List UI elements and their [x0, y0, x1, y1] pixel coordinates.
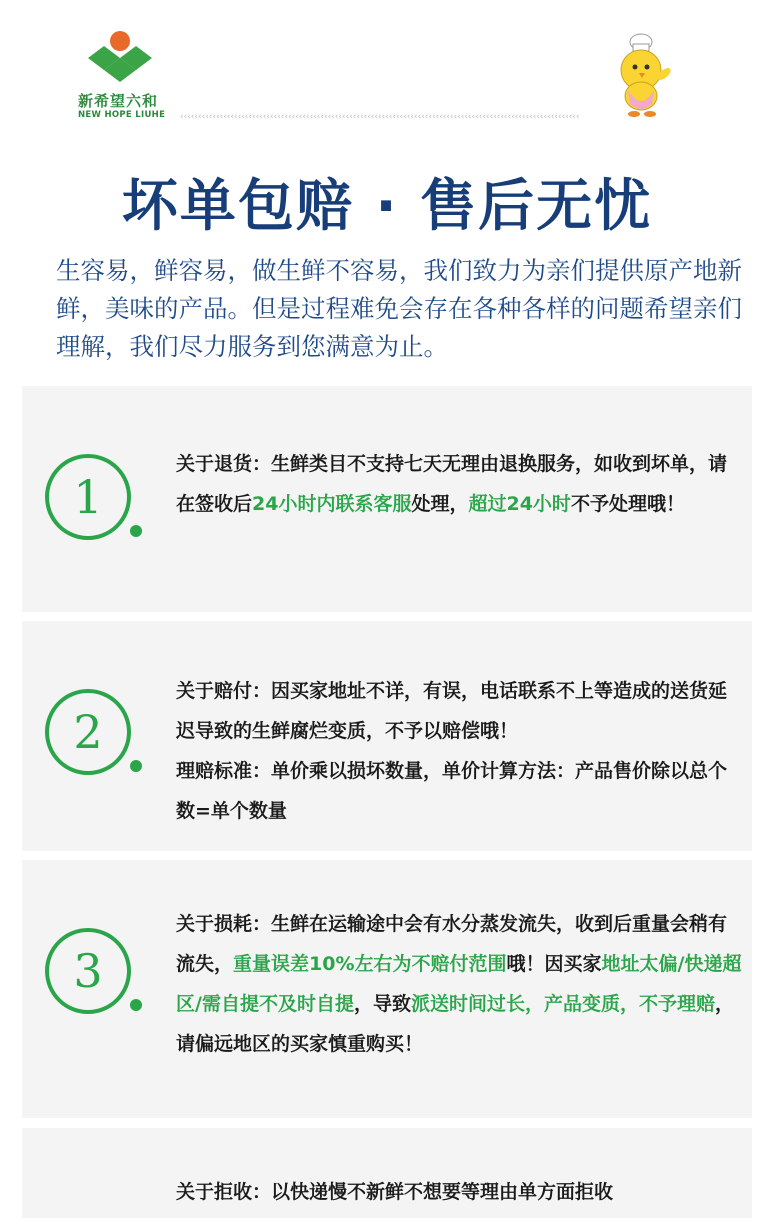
highlight-text: 24小时内联系客服 — [252, 493, 412, 515]
section-number: 2 — [73, 705, 103, 759]
policy-text: 关于拒收：以快递慢不新鲜不想要等理由单方面拒收 — [176, 1181, 614, 1203]
highlight-text: 派送时间过长，产品变质，不予理赔 — [410, 993, 715, 1015]
brand-name-en: NEW HOPE LIUHE — [78, 110, 166, 120]
policy-card-loss — [22, 860, 752, 1118]
page-title: 坏单包赔 · 售后无忧 — [121, 174, 653, 239]
logo-emblem-icon — [78, 28, 158, 90]
section-number: 3 — [73, 944, 103, 998]
highlight-text: 地址太偏/快递超区/需自提不及时自提 — [176, 953, 742, 1015]
policy-card-refusal — [22, 1128, 752, 1218]
policy-text: 关于赔付：因买家地址不详，有误，电话联系不上等造成的送货延迟导致的生鲜腐烂变质，不予以赔偿哦！ 理赔标准：单价乘以损坏数量，单价计算方法：产品售价除以总个数=单个数量 — [176, 680, 728, 822]
circled-number-badge — [40, 923, 144, 1027]
intro-paragraph: 生容易，鲜容易，做生鲜不容易，我们致力为亲们提供原产地新鲜，美味的产品。但是过程难免会存在各种各样的问题希望亲们理解，我们尽力服务到您满意为止。 — [56, 256, 742, 361]
brand-logo — [78, 28, 188, 128]
section-number: 1 — [73, 470, 103, 524]
decorative-divider: ‹‹‹‹‹‹‹‹‹‹‹‹‹‹‹‹‹‹‹‹‹‹‹‹‹‹‹‹‹‹‹‹‹‹‹‹‹‹‹‹‹‹‹‹‹‹‹‹‹‹‹‹‹‹‹‹‹‹‹‹‹‹‹‹‹‹‹‹‹‹‹‹‹‹‹‹‹‹‹‹‹‹‹‹‹‹‹‹‹‹‹‹‹‹‹‹‹‹‹‹‹‹‹‹‹‹‹‹‹‹‹ — [180, 114, 580, 120]
highlight-text: 重量误差10%左右为不赔付范围 — [233, 953, 507, 975]
circled-number-badge — [40, 449, 144, 553]
brand-name-cn: 新希望六和 — [78, 92, 159, 110]
header — [0, 0, 774, 140]
policy-text: 关于退货：生鲜类目不支持七天无理由退换服务，如收到坏单，请在签收后24小时内联系客服处理，超过24小时不予处理哦！ — [176, 453, 728, 515]
policy-card-compensation — [22, 621, 752, 851]
policy-card-returns — [22, 386, 752, 612]
circled-number-badge — [40, 684, 144, 788]
chick-chef-mascot-icon — [608, 30, 678, 120]
policy-text: 关于损耗：生鲜在运输途中会有水分蒸发流失，收到后重量会稍有流失，重量误差10%左右为不赔付范围哦！因买家地址太偏/快递超区/需自提不及时自提，导致派送时间过长，产品变质，不予理赔，请偏远地区的买家慎重购买！ — [176, 913, 742, 1055]
highlight-text: 超过24小时 — [468, 493, 571, 515]
